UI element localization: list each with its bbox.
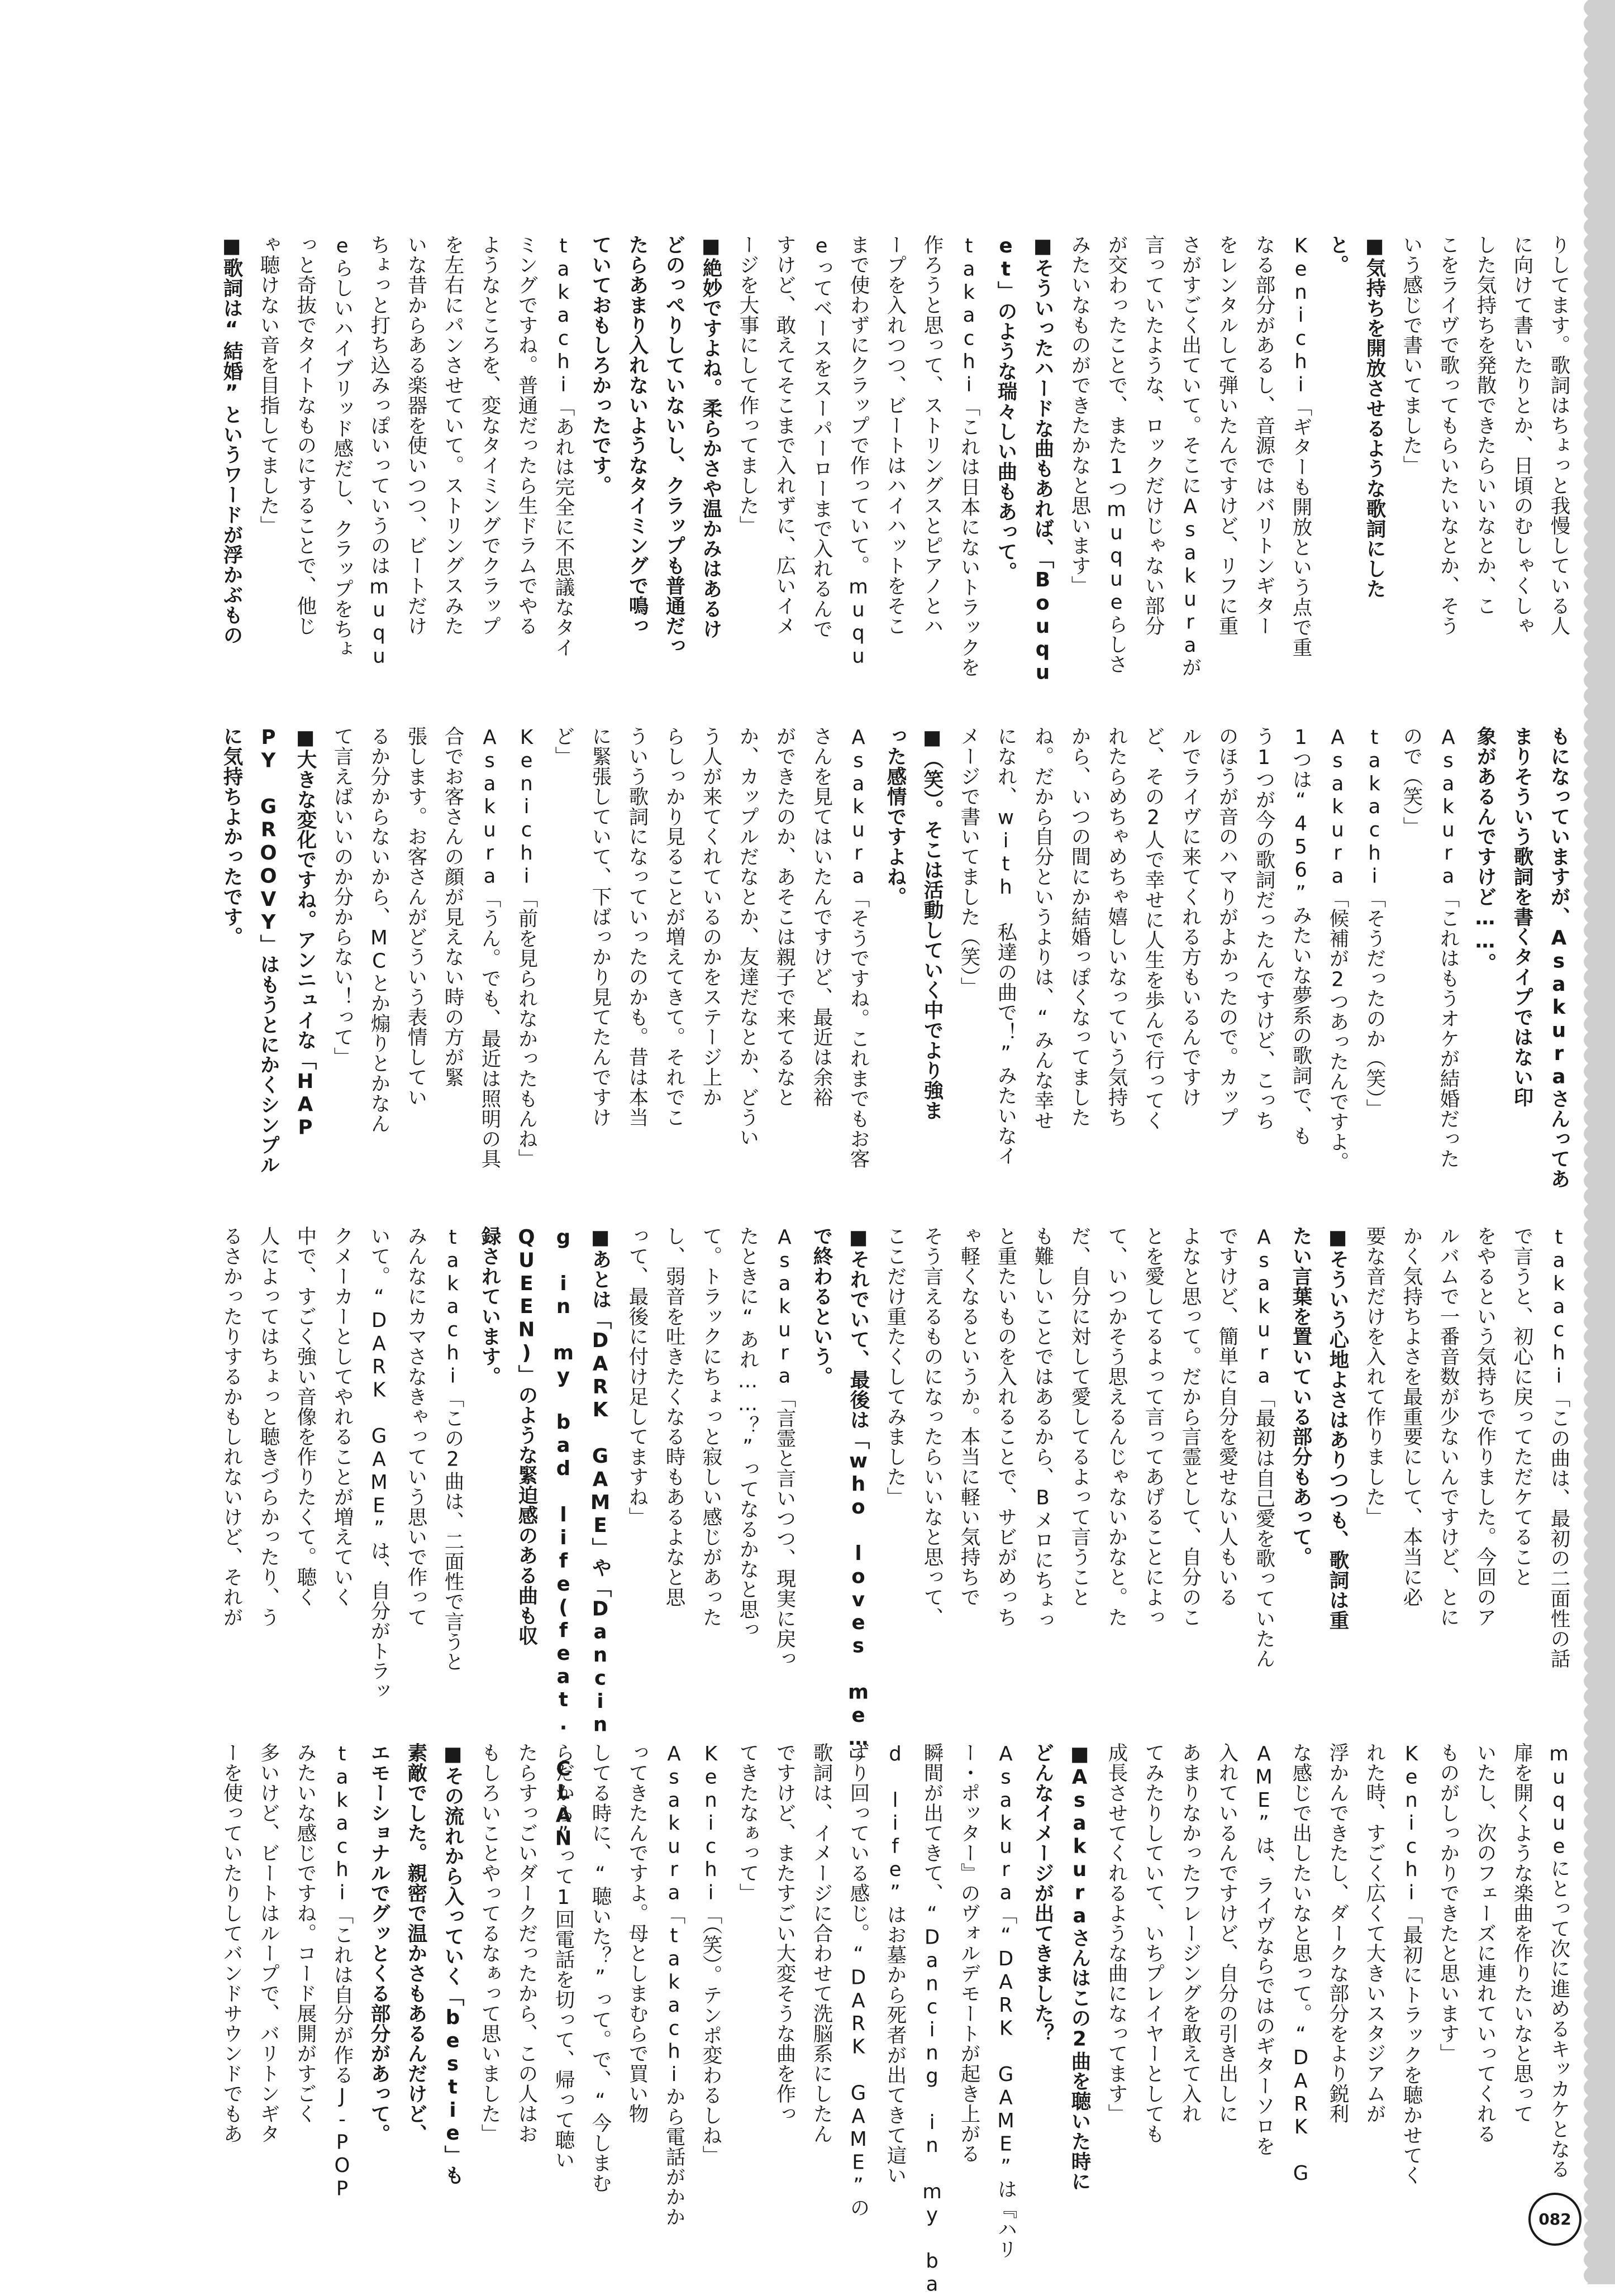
text-line: もしろいことやってるなぁって思いました」 (478, 1743, 501, 2144)
question-line: たらあまり入れないようなタイミングで鳴っ (626, 235, 649, 636)
text-line: か、カップルだなとか、友達だなとか、どうい (736, 726, 759, 1147)
text-line: takachi「あれは完全に不思議なタイ (552, 235, 575, 657)
question-line: ■大きな変化ですね。アンニュイな「HAP (294, 726, 317, 1139)
text-line: と重たいものを入れることで、サビがめっち (994, 1226, 1017, 1627)
text-line: ずり回っている感じ。“DARK GAME”の (847, 1743, 870, 2218)
question-line: 素敵でした。親密で温かさもあるんだけど、 (404, 1743, 427, 2144)
text-line: クメーカーとしてやれることが増えていく (331, 1226, 354, 1607)
text-line: こをライヴで歌ってもらいたいなとか、そう (1437, 235, 1460, 636)
text-line: で言うと、初心に戻ってただケてること (1511, 1226, 1533, 1587)
text-line: 中で、すごく強い音像を作りたくて。聴く (294, 1226, 317, 1607)
text-line: takachi「そうだったのか（笑）」 (1363, 726, 1386, 1119)
text-line: になれ、with 私達の曲で！”みたいなイ (994, 726, 1017, 1166)
question-line: たい言葉を置いている部分もあって。 (1289, 1226, 1312, 1567)
text-line: から、いつの間にか結婚っぽくなってました (1068, 726, 1091, 1127)
text-line: るか分からないから、MCとか煽りとかなん (368, 726, 390, 1133)
text-line: 張します。お客さんがどういう表情してい (404, 726, 427, 1108)
text-line: eってベースをスーパーローまで入れるんで (810, 235, 833, 639)
question-line: ■歌詞は“結婚”というワードが浮かぶもの (220, 235, 243, 645)
text-line: muqueにとって次に進めるキッカケとなる (1547, 1743, 1570, 2179)
text-line: たときに“あれ……？”ってなるかなと思っ (736, 1226, 759, 1639)
text-line: な感じで出したいなと思って。“DARK G (1289, 1743, 1312, 2185)
question-line: どのっぺりしていないし、クラップも普通だっ (663, 235, 685, 656)
text-line: さんを見てはいたんですけど、最近は余裕 (810, 726, 833, 1108)
text-line: ど」 (552, 726, 575, 766)
text-line: Kenichi「ギターも開放という点で重 (1289, 235, 1312, 657)
text-line: いう感じで書いてました」 (1400, 235, 1423, 475)
text-line: て。トラックにちょっと寂しい感じがあった (699, 1226, 722, 1627)
text-line: 浮かんできたし、ダークな部分をより鋭利 (1326, 1743, 1349, 2124)
text-line: Asakura「うん。でも、最近は照明の具 (478, 726, 501, 1169)
question-line: PY GROOVY」はもうとにかくシンプル (257, 726, 280, 1175)
text-line: takachi「この曲は、最初の二面性の話 (1547, 1226, 1570, 1669)
question-line: ていておもしろかったです。 (589, 235, 612, 495)
text-line: ってきたんですよ。母としまむらで買い物 (626, 1743, 649, 2124)
text-line: ここだけ重たくしてみました」 (884, 1226, 907, 1507)
text-line: ので（笑）」 (1400, 726, 1423, 837)
text-line: う1つが今の歌詞だったんですけど、こっち (1252, 726, 1275, 1130)
question-line: もになっていますが、Asakuraさんってあ (1547, 726, 1570, 1189)
text-line: Asakura「“DARK GAME”は『ハリ (994, 1743, 1017, 2259)
text-line: ものがしっかりできたと思います」 (1437, 1743, 1460, 2064)
text-line: 扉を開くような楽曲を作りたいなと思って (1511, 1743, 1533, 2124)
text-line: 言っていたような、ロックだけじゃない部分 (1142, 235, 1165, 636)
text-line: ですけど、またすごい大変そうな曲を作っ (773, 1743, 796, 2124)
text-line: だ、自分に対して愛してるよって言うこと (1068, 1226, 1091, 1607)
text-line: とを愛してるよって言ってあげることによっ (1142, 1226, 1165, 1627)
text-line: 人によってはちょっと聴きづらかったり、う (257, 1226, 280, 1627)
question-line: で終わるという。 (810, 1226, 833, 1387)
text-line: 入れているんですけど、自分の引き出しに (1216, 1743, 1238, 2124)
text-line: した気持ちを発散できたらいいなとか、こ (1474, 235, 1497, 616)
question-line: に気持ちよかったです。 (220, 726, 243, 947)
question-line: と。 (1326, 235, 1349, 275)
text-line: ようなところを、変なタイミングでクラップ (478, 235, 501, 636)
text-line: いな昔からある楽器を使いつつ、ビートだけ (404, 235, 427, 636)
text-line: みたいな感じですね。コード展開がすごく (294, 1743, 317, 2124)
page-number: 082 (1528, 2193, 1581, 2246)
question-line: ■その流れから入っていく「bestie」も (441, 1743, 464, 2185)
text-line: ね。だから自分というよりは、“みんな幸せ (1031, 726, 1054, 1130)
text-line: AME”は、ライヴならではのギターソロを (1252, 1743, 1275, 2156)
text-line: Kenichi「（笑）。テンポ変わるしね」 (699, 1743, 722, 2165)
text-line: すけど、敢えてそこまで入れずに、広いイメ (773, 235, 796, 636)
text-line: 合でお客さんの顔が見えない時の方が緊 (441, 726, 464, 1087)
text-line: に向けて書いたりとか、日頃のむしゃくしゃ (1511, 235, 1533, 636)
text-line: Kenichi「前を見られなかったもんね」 (515, 726, 538, 1169)
question-line: ■そういう心地よさはありつつも、歌詞は重 (1326, 1226, 1349, 1630)
text-line: てきたなぁって」 (736, 1743, 759, 1903)
text-line: ですけど、簡単に自分を愛せない人もいる (1216, 1226, 1238, 1607)
text-line: ゃ聴けない音を目指してました」 (257, 235, 280, 536)
text-line: が交わったことで、また1つmuqueらしさ (1105, 235, 1128, 674)
question-line: et」のような瑞々しい曲もあって。 (994, 235, 1017, 582)
tier-1-text (162, 235, 1575, 765)
text-line: みんなにカマさなきゃっていう思いで作って (404, 1226, 427, 1627)
text-line: Asakura「そうですね。これまでもお客 (847, 726, 870, 1169)
text-line: ルでライヴに来てくれる方もいるんですけ (1179, 726, 1202, 1108)
text-line: るさかったりするかもしれないけど、それが (220, 1226, 243, 1627)
question-line: ■（笑）。そこは活動していく中でより強ま (921, 726, 944, 1120)
text-line: ープを入れつつ、ビートはハイハットをそこ (884, 235, 907, 636)
text-line: ミングですね。普通だったら生ドラムでやる (515, 235, 538, 636)
text-line: りしてます。歌詞はちょっと我慢している人 (1547, 235, 1570, 636)
text-line: そう言えるものになったらいいなと思って、 (921, 1226, 944, 1627)
text-line: ルバムで一番音数が少ないんですけど、とに (1437, 1226, 1460, 1627)
text-line: う人が来てくれているのかをステージ上か (699, 726, 722, 1108)
text-line: かく気持ちよさを最重要にして、本当に必 (1400, 1226, 1423, 1607)
tier-4-text (162, 1743, 1575, 2296)
text-line: 作ろうと思って、ストリングスとピアノとハ (921, 235, 944, 636)
text-line: Kenichi「最初にトラックを聴かせてく (1400, 1743, 1423, 2185)
page-edge-decoration (1576, 0, 1615, 2284)
text-line: 1つは“456”みたいな夢系の歌詞で、も (1289, 726, 1312, 1145)
question-line: 象があるんですけど……。 (1474, 726, 1497, 973)
text-line: Asakura「言霊と言いつつ、現実に戻っ (773, 1226, 796, 1669)
text-line: なる部分があるし、音源ではバリトンギター (1252, 235, 1275, 636)
text-line: みたいなものができたかなと思います」 (1068, 235, 1091, 596)
text-line: さがすごく出ていて。そこにAsakuraが (1179, 235, 1202, 677)
text-line: ど、その2人で幸せに人生を歩んで行ってく (1142, 726, 1165, 1130)
text-line: 要な音だけを入れて作りました」 (1363, 1226, 1386, 1527)
text-line: ゃ軽くなるというか。本当に軽い気持ちで (957, 1226, 980, 1607)
text-line: て、いつかそう思えるんじゃないかなと。た (1105, 1226, 1128, 1627)
text-line: Asakura「takachiから電話がかか (663, 1743, 685, 2227)
text-line: まで使わずにクラップで作っていて。muqu (847, 235, 870, 668)
text-line: してる時に、“聴いた？”って。で、“今しまむ (589, 1743, 612, 2193)
text-line: らしっかり見ることが増えてきて。それでこ (663, 726, 685, 1127)
text-line: Asakura「候補が2つあったんですよ。 (1326, 726, 1349, 1172)
text-line: ー・ポッター』のヴォルデモートが起き上がる (957, 1743, 980, 2164)
text-line: ーを使っていたりしてバンドサウンドでもあ (220, 1743, 243, 2144)
text-line: をレンタルして弾いたんですけど、リフに重 (1216, 235, 1238, 636)
question-line: エモーショナルでグッとくる部分があって。 (368, 1743, 390, 2144)
text-line: 瞬間が出てきて、“Dancing in my ba (921, 1743, 944, 2296)
text-line: ういう歌詞になっていったのかも。昔は本当 (626, 726, 649, 1127)
question-line: ■Asakuraさんはこの2曲を聴いた時に (1068, 1743, 1091, 2192)
text-line: いて。“DARK GAME”は、自分がトラッ (368, 1226, 390, 1701)
text-line: のほうが音のハマりがよかったので。カップ (1216, 726, 1238, 1127)
question-line: ■絶妙ですよね。柔らかさや温かみはあるけ (699, 235, 722, 639)
text-line: d life”はお墓から死者が出てきて這い (884, 1743, 907, 2185)
question-line: ■気持ちを開放させるような歌詞にした (1363, 235, 1386, 599)
text-line: 歌詞は、イメージに合わせて洗脳系にしたん (810, 1743, 833, 2144)
text-line: て言えばいいのか分からない！って」 (331, 726, 354, 1067)
question-line: QUEEN)」のような緊迫感のある曲も収 (515, 1226, 538, 1645)
text-line: eらしいハイブリッド感だし、クラップをちょ (331, 235, 354, 659)
text-line: れた時、すごく広くて大きいスタジアムが (1363, 1743, 1386, 2124)
text-line: ージを大事にして作ってました」 (736, 235, 759, 536)
text-line: ができたのか、あそこは親子で来てるなと (773, 726, 796, 1108)
text-line: 成長させてくれるような曲になってます」 (1105, 1743, 1128, 2124)
text-line: メージで書いてました（笑）」 (957, 726, 980, 997)
text-line: って、最後に付け足してますね」 (626, 1226, 649, 1527)
text-line: に緊張していて、下ばっかり見てたんですけ (589, 726, 612, 1127)
text-line: よなと思って。だから言霊として、自分のこ (1179, 1226, 1202, 1627)
text-line: あまりなかったフレージングを敢えて入れ (1179, 1743, 1202, 2124)
text-line: っと奇抜でタイトなものにすることで、他じ (294, 235, 317, 636)
question-line: ■それでいて、最後は「who loves me…」 (847, 1226, 870, 1770)
tier-2-text (162, 726, 1575, 1229)
question-line: g in my bad life(feat. CLAN (552, 1226, 575, 1850)
question-line: ■あとは「DARK GAME」や「Dancin (589, 1226, 612, 1736)
question-line: まりそういう歌詞を書くタイプではない印 (1511, 726, 1533, 1108)
question-line: 録されています。 (478, 1226, 501, 1387)
question-line: った感情ですよね。 (884, 726, 907, 907)
text-line: Asakura「これはもうオケが結婚だった (1437, 726, 1460, 1169)
text-line: 多いけど、ビートはループで、バリトンギタ (257, 1743, 280, 2144)
question-line: どんなイメージが出てきました？ (1031, 1743, 1054, 2044)
text-line: らだから”って1回電話を切って、帰って聴い (552, 1743, 575, 2170)
text-line: も難しいことではあるから、Bメロにちょっ (1031, 1226, 1054, 1630)
text-line: たらすっごいダークだったから、この人はお (515, 1743, 538, 2144)
text-line: ちょっと打ち込みっぽいっていうのはmuqu (368, 235, 390, 668)
text-line: Asakura「最初は自己愛を歌っていたん (1252, 1226, 1275, 1669)
text-line: takachi「これは日本にないトラックを (957, 235, 980, 677)
question-line: ■そういったハードな曲もあれば、「Bouqu (1031, 235, 1054, 685)
text-line: を左右にパンさせていて。ストリングスみた (441, 235, 464, 636)
text-line: をやるという気持ちで作りました。今回のア (1474, 1226, 1497, 1627)
text-line: takachi「この2曲は、二面性で言うと (441, 1226, 464, 1672)
text-line: れたらめちゃめちゃ嬉しいなっていう気持ち (1105, 726, 1128, 1127)
text-line: takachi「これは自分が作るJ-POP (331, 1743, 354, 2200)
text-line: いたし、次のフェーズに連れていってくれる (1474, 1743, 1497, 2144)
text-line: てみたりしていて、いちプレイヤーとしても (1142, 1743, 1165, 2144)
text-line: し、弱音を吐きたくなる時もあるよなと思 (663, 1226, 685, 1607)
